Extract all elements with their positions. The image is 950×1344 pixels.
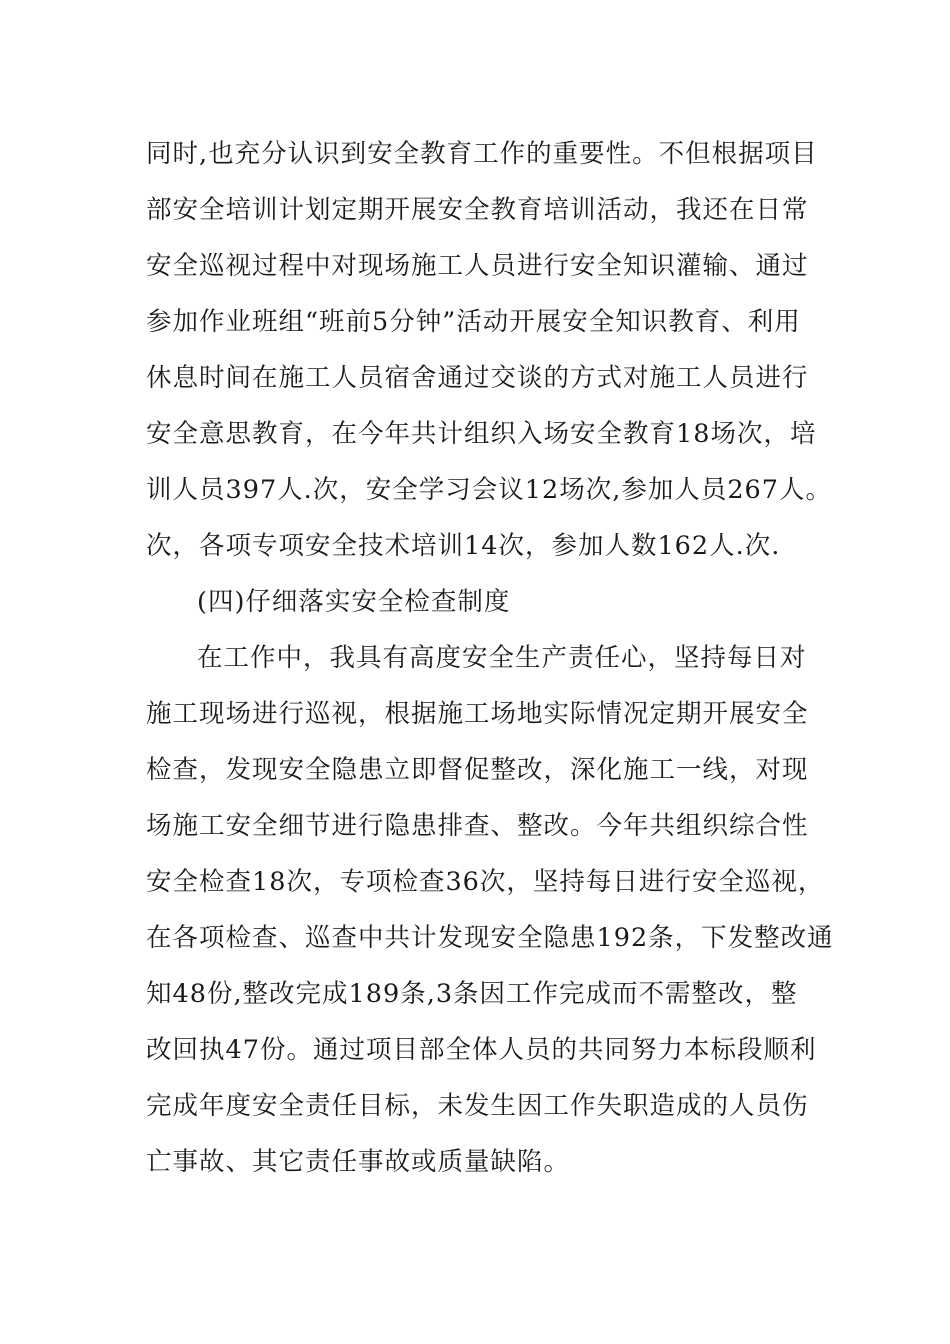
paragraph-line: 安全检查18次，专项检查36次，坚持每日进行安全巡视， [146,867,825,897]
paragraph-line: 训人员397人.次，安全学习会议12场次,参加人员267人。 [146,475,833,505]
paragraph-line: 在各项检查、巡查中共计发现安全隐患192条，下发整改通 [146,923,834,953]
paragraph-line: 同时,也充分认识到安全教育工作的重要性。不但根据项目 [146,139,818,169]
paragraph-line: 安全意思教育，在今年共计组织入场安全教育18场次，培 [146,419,817,449]
paragraph-line: 完成年度安全责任目标，未发生因工作失职造成的人员伤 [146,1091,809,1121]
paragraph-line: 休息时间在施工人员宿舍通过交谈的方式对施工人员进行 [146,363,809,393]
paragraph-line: 改回执47份。通过项目部全体人员的共同努力本标段顺利 [146,1035,817,1065]
section-heading: (四)仔细落实安全检查制度 [197,587,511,617]
paragraph-line: 在工作中，我具有高度安全生产责任心，坚持每日对 [197,643,807,673]
paragraph-line: 次，各项专项安全技术培训14次，参加人数162人.次. [146,531,781,561]
paragraph-line: 安全巡视过程中对现场施工人员进行安全知识灌输、通过 [146,251,809,281]
paragraph-line: 亡事故、其它责任事故或质量缺陷。 [146,1147,571,1177]
paragraph-line: 知48份,整改完成189条,3条因工作完成而不需整改，整 [146,979,798,1009]
paragraph-line: 施工现场进行巡视，根据施工场地实际情况定期开展安全 [146,699,809,729]
paragraph-line: 检查，发现安全隐患立即督促整改，深化施工一线，对现 [146,755,809,785]
paragraph-line: 参加作业班组“班前5分钟”活动开展安全知识教育、利用 [146,307,801,337]
paragraph-line: 场施工安全细节进行隐患排查、整改。今年共组织综合性 [146,811,809,841]
paragraph-line: 部安全培训计划定期开展安全教育培训活动，我还在日常 [146,195,809,225]
